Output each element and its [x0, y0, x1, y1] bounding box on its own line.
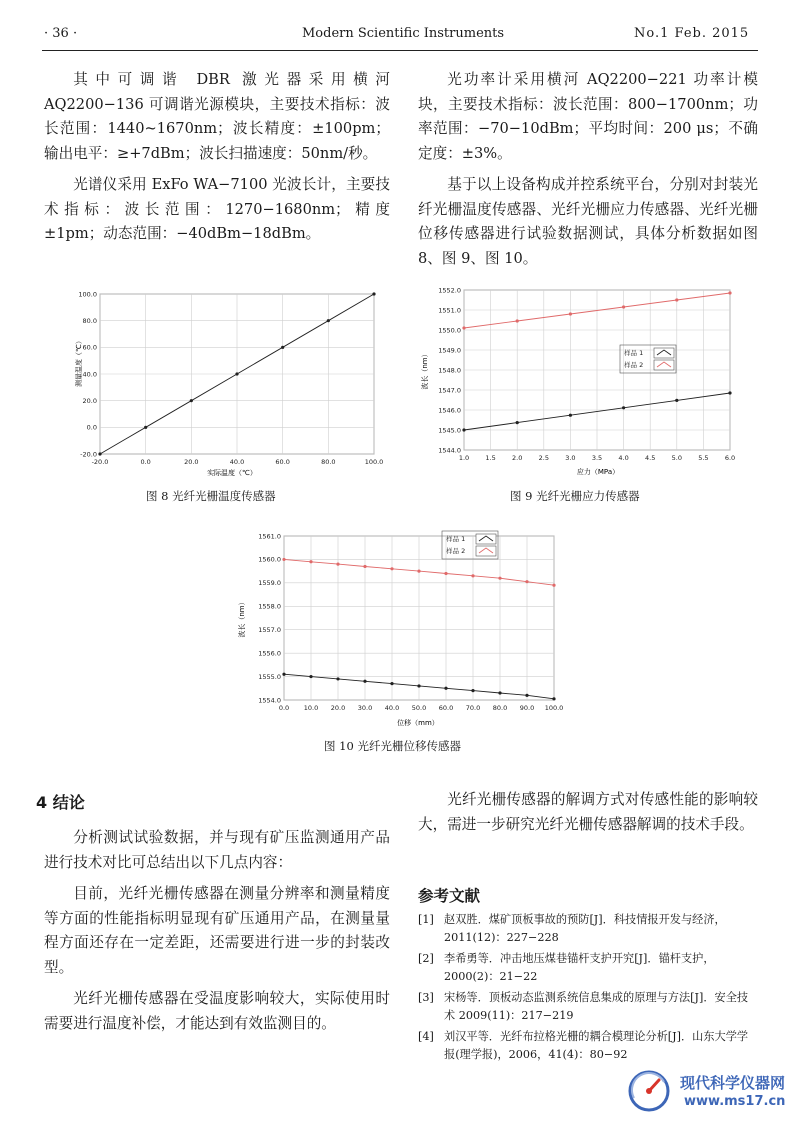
fig9-xtick-label: 3.0	[565, 454, 576, 462]
fig10-caption: 图 10 光纤光栅位移传感器	[324, 739, 461, 753]
header-rule	[42, 50, 758, 51]
fig10-xtick-label: 0.0	[278, 704, 290, 712]
reference-text: 李希勇等．冲击地压煤巷锚杆支护开究[J]．锚杆支护，2000(2)：21−22	[444, 952, 715, 983]
fig10-data-point	[471, 689, 474, 692]
reference-text: 宋杨等．顶板动态监测系统信息集成的原理与方法[J]．安全技术 2009(11)：217−219	[444, 991, 749, 1022]
fig9-ytick-label: 1551.0	[438, 306, 461, 315]
fig10-xtick-label: 70.0	[465, 704, 481, 712]
fig10-grid	[284, 536, 554, 700]
fig10-ytick-label: 1560.0	[258, 555, 281, 564]
fig10-ytick-label: 1557.0	[258, 626, 281, 635]
fig10-data-point	[282, 558, 285, 561]
fig10-xtick-label: 100.0	[544, 704, 564, 712]
fig8-data-point	[372, 292, 375, 295]
fig10-legend-label: 样品 2	[446, 547, 466, 555]
paragraph-laser: 其中可调谐 DBR 激光器采用横河 AQ2200−136 可调谐光源模块，主要技术指标：波长范围：1440~1670nm；波长精度：±100pm；输出电平：≥+7dBm；波长扫描速度：50nm/秒。	[44, 71, 390, 162]
reference-text: 赵双胜．煤矿顶板事故的预防[J]．科技情报开发与经济，2011(12)：227−228	[444, 913, 726, 944]
fig9-ytick-label: 1544.0	[438, 446, 461, 455]
left-column-text	[44, 68, 390, 254]
fig10-legend	[442, 531, 498, 559]
fig8-ytick-label: 60.0	[82, 343, 97, 352]
fig9-ticks	[438, 286, 735, 462]
conclusion-intro: 分析测试试验数据，并与现有矿压监测通用产品进行技术对比可总结出以下几点内容：	[44, 829, 390, 871]
fig8-data-point	[144, 426, 147, 429]
references-title: 参考文献	[418, 887, 481, 905]
issue-info: No.1 Feb. 2015	[634, 26, 750, 41]
fig9-ylabel: 波长（nm）	[421, 350, 429, 390]
reference-text: 刘汉平等．光纤布拉格光栅的耦合模理论分析[J]．山东大学学报(理学报)，2006，41(4)：80−92	[444, 1030, 749, 1061]
fig10-ylabel: 波长（nm）	[238, 598, 246, 638]
fig10-data-point	[417, 684, 420, 687]
fig10-ytick-label: 1559.0	[258, 579, 281, 588]
fig8-ytick-label: 80.0	[82, 316, 97, 325]
reference-number: [1]	[418, 913, 434, 926]
fig10-data-point	[390, 682, 393, 685]
fig9-xtick-label: 1.0	[458, 454, 470, 462]
fig8-xlabel: 实际温度（℃）	[207, 469, 257, 477]
fig9-xtick-label: 1.5	[485, 454, 496, 462]
reference-item	[418, 989, 758, 1024]
reference-number: [3]	[418, 991, 434, 1004]
fig10-ytick-label: 1561.0	[258, 532, 281, 541]
fig10-data-point	[444, 687, 447, 690]
fig8-ytick-label: -20.0	[80, 450, 97, 459]
fig8-data-point	[327, 319, 330, 322]
fig9-data-point	[569, 312, 572, 315]
fig8-ylabel: 测量温度（℃）	[75, 337, 83, 387]
fig8-chart	[70, 280, 390, 480]
reference-number: [4]	[418, 1030, 434, 1043]
fig10-data-point	[498, 691, 501, 694]
fig9-chart	[418, 280, 748, 480]
fig9-data-point	[622, 406, 625, 409]
conclusion-point-3: 光纤光栅传感器的解调方式对传感性能的影响较大，需进一步研究光纤光栅传感器解调的技术手段。	[418, 791, 758, 833]
conclusion-point-1: 目前，光纤光栅传感器在测量分辨率和测量精度等方面的性能指标明显现有矿压通用产品，在测量量程方面还存在一定差距，还需要进行进一步的封装改型。	[44, 885, 390, 976]
fig10-data-point	[309, 675, 312, 678]
fig10-xlabel: 位移（mm）	[397, 719, 439, 727]
fig9-data-point	[728, 391, 731, 394]
fig10-ytick-label: 1558.0	[258, 602, 281, 611]
fig9-xtick-label: 2.0	[512, 454, 523, 462]
fig10-data-point	[336, 677, 339, 680]
fig10-ytick-label: 1554.0	[258, 696, 281, 705]
fig10-xtick-label: 10.0	[303, 704, 319, 712]
fig8-data-point	[98, 452, 101, 455]
fig9-ytick-label: 1550.0	[438, 326, 461, 335]
fig9-legend	[620, 345, 676, 373]
fig8-xtick-label: 100.0	[364, 458, 384, 466]
fig9-caption: 图 9 光纤光栅应力传感器	[510, 489, 640, 503]
fig9-data-point	[728, 291, 731, 294]
fig10-data-point	[498, 577, 501, 580]
fig9-data-point	[622, 305, 625, 308]
fig10-data-point	[417, 570, 420, 573]
fig10-xtick-label: 20.0	[330, 704, 346, 712]
paragraph-power-meter: 光功率计采用横河 AQ2200−221 功率计模块，主要技术指标：波长范围：800−1700nm；功率范围：−70−10dBm；平均时间：200 μs；不确定度：±3%。	[418, 71, 758, 162]
page-number: · 36 ·	[44, 26, 78, 41]
fig10-chart	[232, 524, 572, 730]
fig10-legend-label: 样品 1	[446, 535, 466, 543]
fig8-caption: 图 8 光纤光栅温度传感器	[146, 489, 276, 503]
fig8-xtick-label: 80.0	[321, 458, 336, 466]
fig8-ytick-label: 20.0	[82, 396, 97, 405]
section4-right-text	[418, 788, 758, 844]
conclusion-point-2: 光纤光栅传感器在受温度影响较大，实际使用时需要进行温度补偿，才能达到有效监测目的。	[44, 990, 390, 1032]
references-list	[418, 911, 758, 1067]
fig9-xtick-label: 5.0	[671, 454, 682, 462]
fig8-ytick-label: 0.0	[86, 423, 97, 432]
fig10-xtick-label: 30.0	[357, 704, 373, 712]
fig9-legend-label: 样品 2	[624, 361, 644, 369]
fig9-data-point	[516, 319, 519, 322]
watermark-site-name: 现代科学仪器网	[680, 1074, 786, 1092]
fig8-ytick-label: 40.0	[82, 370, 97, 379]
fig8-data-point	[281, 346, 284, 349]
fig9-data-point	[675, 298, 678, 301]
fig9-xtick-label: 3.5	[591, 454, 603, 462]
reference-item	[418, 950, 758, 985]
fig10-xtick-label: 90.0	[519, 704, 535, 712]
paragraph-spectrometer: 光谱仪采用 ExFo WA−7100 光波长计，主要技术指标：波长范围：1270−1680nm；精度 ±1pm；动态范围：−40dBm−18dBm。	[44, 176, 390, 242]
fig10-data-point	[309, 560, 312, 563]
fig10-xtick-label: 80.0	[492, 704, 508, 712]
right-column-text	[418, 68, 758, 278]
reference-number: [2]	[418, 952, 434, 965]
fig9-xlabel: 应力（MPa）	[576, 468, 620, 476]
fig10-data-point	[282, 673, 285, 676]
section4-left-text	[44, 826, 390, 1043]
fig8-xtick-label: 40.0	[229, 458, 245, 466]
fig8-xtick-label: -20.0	[91, 458, 109, 466]
fig9-ytick-label: 1552.0	[438, 286, 461, 295]
fig9-ytick-label: 1546.0	[438, 406, 461, 415]
fig9-xtick-label: 4.0	[618, 454, 629, 462]
fig10-data-point	[363, 680, 366, 683]
fig10-data-point	[363, 565, 366, 568]
fig8-data-point	[235, 372, 238, 375]
fig8-xtick-label: 60.0	[275, 458, 290, 466]
reference-item	[418, 911, 758, 946]
fig9-grid	[464, 290, 730, 450]
fig9-xtick-label: 2.5	[538, 454, 549, 462]
watermark-logo-icon	[626, 1068, 672, 1114]
fig10-data-point	[390, 567, 393, 570]
watermark-url: www.ms17.cn	[684, 1094, 786, 1109]
fig9-data-point	[462, 428, 465, 431]
fig8-data-point	[190, 399, 193, 402]
fig9-xtick-label: 4.5	[645, 454, 656, 462]
fig9-ytick-label: 1547.0	[438, 386, 461, 395]
fig10-data-point	[336, 563, 339, 566]
fig10-ytick-label: 1556.0	[258, 649, 281, 658]
fig10-ytick-label: 1555.0	[258, 672, 281, 681]
fig9-xtick-label: 5.5	[698, 454, 709, 462]
fig9-data-point	[462, 326, 465, 329]
fig10-data-point	[552, 584, 555, 587]
paragraph-test-platform: 基于以上设备构成并控系统平台，分别对封装光纤光栅温度传感器、光纤光栅应力传感器、光纤光栅位移传感器进行试验数据测试，具体分析数据如图 8、图 9、图 10。	[418, 176, 758, 267]
fig9-ytick-label: 1545.0	[438, 426, 461, 435]
fig8-xtick-label: 20.0	[184, 458, 199, 466]
reference-item	[418, 1028, 758, 1063]
fig9-legend-label: 样品 1	[624, 349, 644, 357]
fig10-data-point	[444, 572, 447, 575]
section4-title: 4 结论	[36, 793, 85, 812]
fig10-xtick-label: 40.0	[384, 704, 400, 712]
fig10-xtick-label: 60.0	[438, 704, 454, 712]
fig10-data-point	[525, 580, 528, 583]
fig8-ytick-label: 100.0	[78, 290, 97, 299]
fig9-ytick-label: 1549.0	[438, 346, 461, 355]
fig10-xtick-label: 50.0	[411, 704, 427, 712]
fig10-data-point	[525, 694, 528, 697]
fig9-ytick-label: 1548.0	[438, 366, 461, 375]
fig9-data-point	[516, 421, 519, 424]
fig8-xtick-label: 0.0	[140, 458, 151, 466]
journal-name: Modern Scientific Instruments	[302, 26, 505, 41]
fig10-data-point	[471, 574, 474, 577]
fig10-data-point	[552, 697, 555, 700]
fig9-data-point	[569, 414, 572, 417]
fig9-data-point	[675, 399, 678, 402]
fig9-xtick-label: 6.0	[724, 454, 736, 462]
